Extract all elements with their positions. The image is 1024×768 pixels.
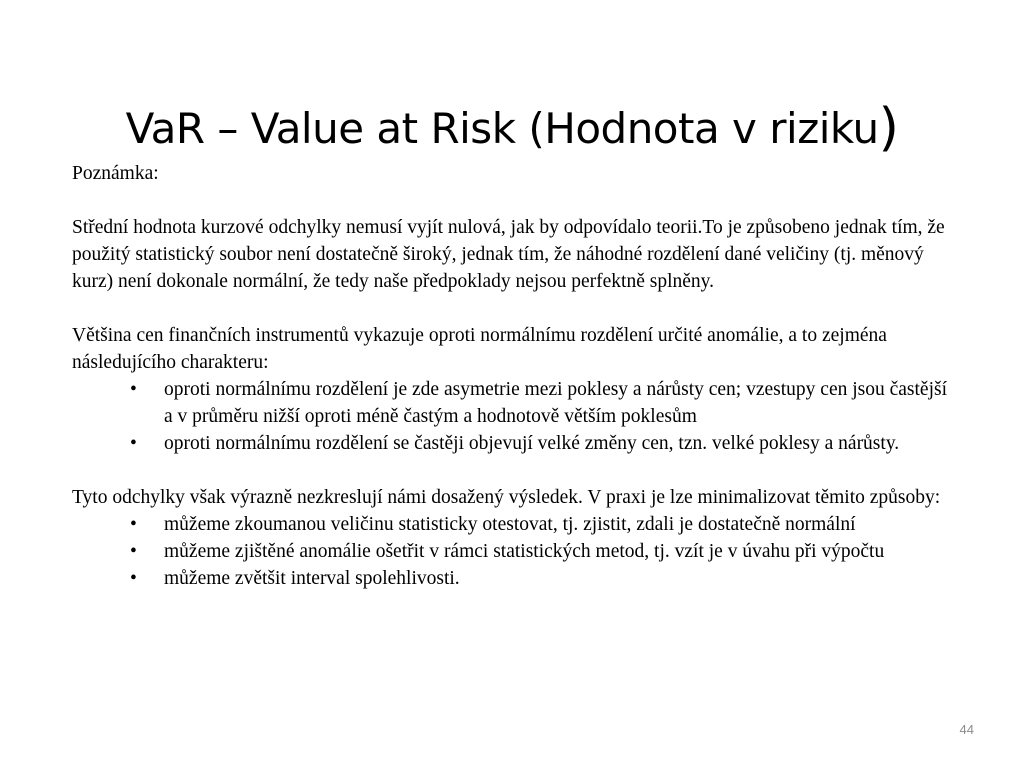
note-label: Poznámka:	[72, 163, 159, 184]
list-item	[72, 511, 952, 538]
spacer	[72, 295, 952, 322]
list-item-text: oproti normálnímu rozdělení se častěji objevují velké změny cen, tzn. velké poklesy a nárůsty.	[164, 433, 900, 454]
bullet-icon: •	[130, 379, 137, 400]
anomalies-list	[72, 376, 952, 457]
slide-title-close-paren: )	[878, 98, 899, 159]
spacer	[72, 187, 952, 214]
slide-title	[0, 98, 1024, 159]
slide-title-text: VaR – Value at Risk (Hodnota v riziku	[125, 104, 879, 154]
list-item-text: můžeme zkoumanou veličinu statisticky otestovat, tj. zjistit, zdali je dostatečně normální	[164, 514, 856, 535]
list-item	[72, 430, 952, 457]
bullet-icon: •	[130, 541, 137, 562]
list-item-text: oproti normálnímu rozdělení je zde asymetrie mezi poklesy a nárůsty cen; vzestupy cen jsou častější a v průměru nižší oproti méně častým a hodnotově větším poklesům	[164, 379, 947, 427]
slide-body	[72, 160, 952, 592]
list-item-text: můžeme zvětšit interval spolehlivosti.	[164, 568, 460, 589]
bullet-icon: •	[130, 514, 137, 535]
spacer	[72, 457, 952, 484]
page-number: 44	[959, 722, 974, 737]
minimization-list	[72, 511, 952, 592]
list-item-text: můžeme zjištěné anomálie ošetřit v rámci statistických metod, tj. vzít je v úvahu při výpočtu	[164, 541, 885, 562]
paragraph-anomalies: Většina cen finančních instrumentů vykazuje oproti normálnímu rozdělení určité anomálie, a to zejména následujícího charakteru:	[72, 325, 887, 373]
paragraph-minimization: Tyto odchylky však výrazně nezkreslují námi dosažený výsledek. V praxi je lze minimalizovat těmito způsoby:	[72, 487, 941, 508]
bullet-icon: •	[130, 568, 137, 589]
list-item	[72, 565, 952, 592]
list-item	[72, 376, 952, 430]
list-item	[72, 538, 952, 565]
bullet-icon: •	[130, 433, 137, 454]
paragraph-mean-deviation: Střední hodnota kurzové odchylky nemusí vyjít nulová, jak by odpovídalo teorii.To je způsobeno jednak tím, že použitý statistický soubor není dostatečně široký, jednak tím, že náhodné rozdělení dané veličiny (tj. měnový kurz) není dokonale normální, že tedy naše předpoklady nejsou perfektně splněny.	[72, 217, 945, 292]
